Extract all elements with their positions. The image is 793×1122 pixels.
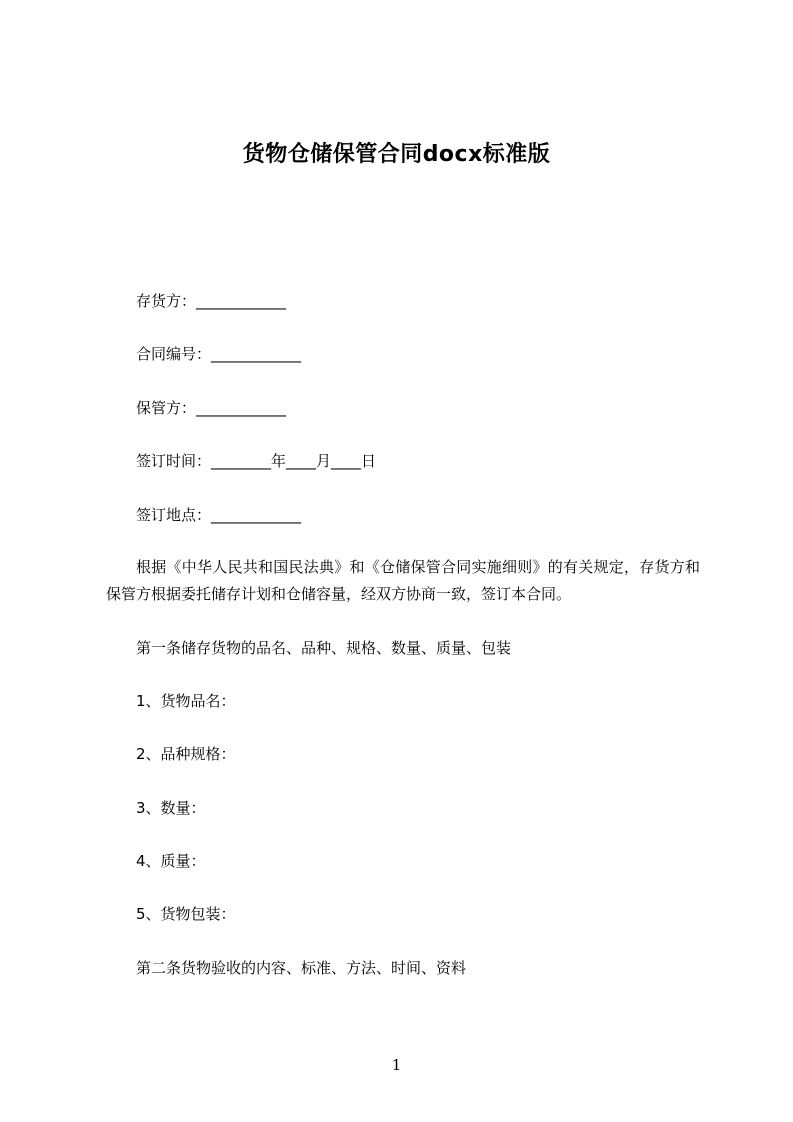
document-title: 货物仓储保管合同docx标准版 [242,142,551,167]
intro-paragraph: 根据《中华人民共和国民法典》和《仓储保管合同实施细则》的有关规定，存货方和保管方根据委托储存计划和仓储容量，经双方协商一致，签订本合同。 [106,558,700,603]
custodian-field: 保管方：____________ [136,399,287,417]
contract-number-field: 合同编号：____________ [136,345,302,363]
article-1-item: 3、数量： [136,799,206,817]
article-2-heading: 第二条货物验收的内容、标准、方法、时间、资料 [136,959,467,977]
signing-place-field: 签订地点：____________ [136,506,302,524]
depositor-field: 存货方：____________ [136,292,287,310]
article-1-heading: 第一条储存货物的品名、品种、规格、数量、质量、包装 [136,639,512,657]
page-number: 1 [391,1056,402,1074]
article-1-item: 4、质量： [136,852,206,870]
signing-date-field: 签订时间：________年____月____日 [136,452,377,470]
article-1-item: 2、品种规格： [136,745,236,763]
article-1-item: 1、货物品名： [136,692,236,710]
article-1-item: 5、货物包装： [136,905,236,923]
